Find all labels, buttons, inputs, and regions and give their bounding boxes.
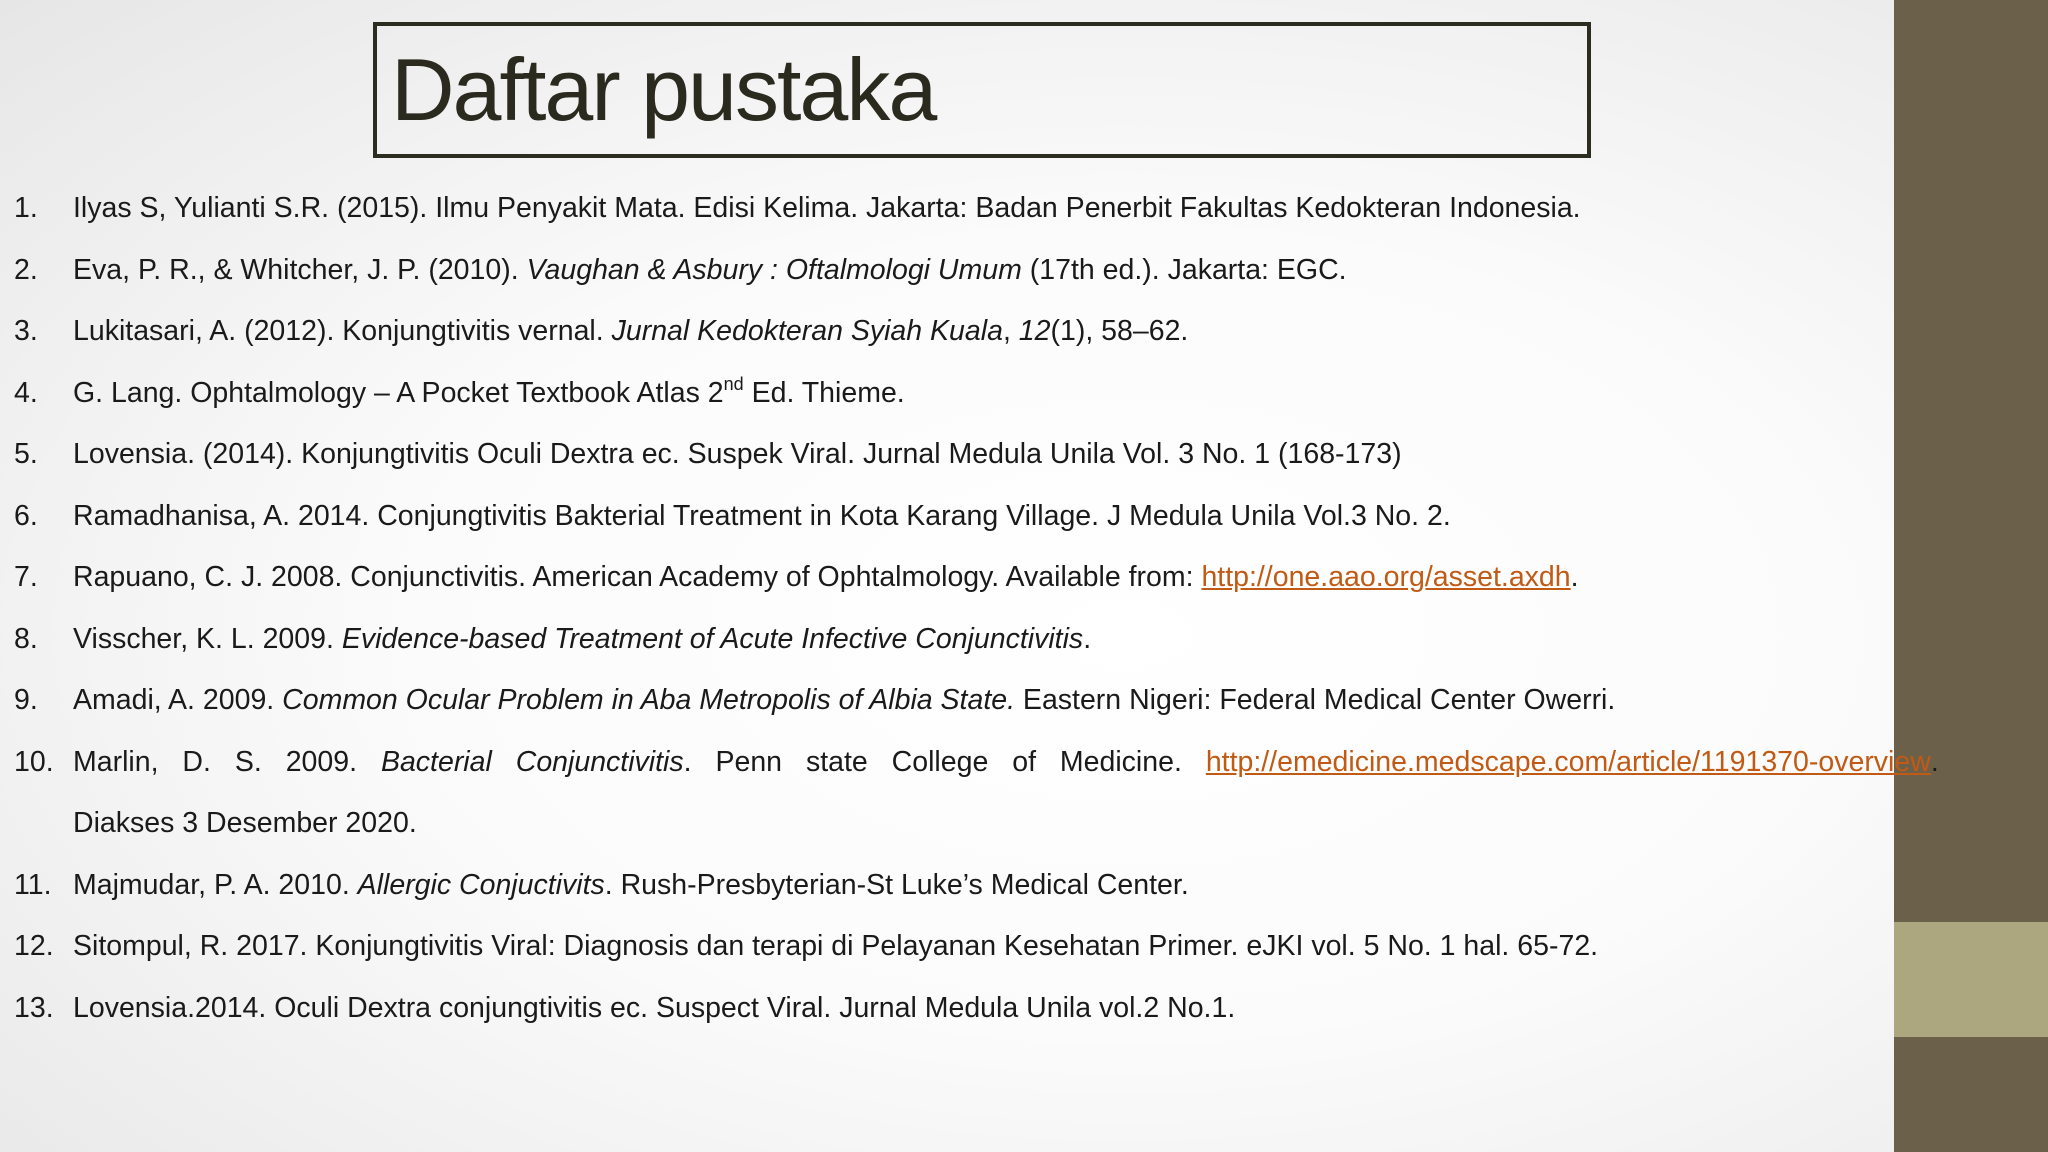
reference-text: Majmudar, P. A. 2010. Allergic Conjuctivits. Rush-Presbyterian-St Luke’s Medical Center.	[73, 868, 1189, 901]
reference-list	[0, 183, 2048, 1044]
reference-item-continuation	[0, 798, 2048, 860]
slide-title: Daftar pustaka	[391, 40, 936, 139]
reference-number: 11.	[14, 868, 52, 901]
reference-number: 13.	[14, 991, 54, 1024]
reference-number: 3.	[14, 315, 38, 347]
reference-item	[0, 675, 2048, 737]
title-box	[373, 22, 1591, 158]
reference-item	[0, 614, 2048, 676]
reference-item	[0, 983, 2048, 1045]
reference-number: 7.	[14, 561, 38, 593]
reference-text: Marlin, D. S. 2009. Bacterial Conjunctivitis. Penn state College of Medicine. http://emedicine.medscape.com/article/1191370-overview.	[73, 745, 1939, 778]
reference-link[interactable]: http://emedicine.medscape.com/article/1191370-overview	[1205, 745, 1931, 778]
reference-text: Sitompul, R. 2017. Konjungtivitis Viral: Diagnosis dan terapi di Pelayanan Kesehatan Primer. eJKI vol. 5 No. 1 hal. 65-72.	[73, 930, 1599, 962]
reference-text: Lukitasari, A. (2012). Konjungtivitis vernal. Jurnal Kedokteran Syiah Kuala, 12(1), 58–62.	[73, 315, 1189, 347]
reference-item	[0, 245, 2048, 307]
reference-text: Ilyas S, Yulianti S.R. (2015). Ilmu Penyakit Mata. Edisi Kelima. Jakarta: Badan Penerbit Fakultas Kedokteran Indonesia.	[73, 192, 1581, 224]
reference-number: 6.	[14, 499, 38, 532]
reference-number: 1.	[14, 192, 38, 224]
reference-item	[0, 921, 2048, 983]
reference-item	[0, 429, 2048, 491]
reference-item	[0, 737, 2048, 799]
reference-text: Diakses 3 Desember 2020.	[73, 807, 417, 839]
reference-number: 8.	[14, 622, 38, 655]
reference-link[interactable]: http://one.aao.org/asset.axdh	[1201, 561, 1571, 593]
reference-text: Eva, P. R., & Whitcher, J. P. (2010). Vaughan & Asbury : Oftalmologi Umum (17th ed.). Jakarta: EGC.	[73, 253, 1347, 286]
reference-item	[0, 183, 2048, 245]
reference-text: Ramadhanisa, A. 2014. Conjungtivitis Bakterial Treatment in Kota Karang Village. J Medula Unila Vol.3 No. 2.	[73, 499, 1451, 532]
reference-number: 9.	[14, 684, 38, 716]
reference-number: 12.	[14, 930, 54, 962]
reference-item	[0, 368, 2048, 430]
reference-item	[0, 552, 2048, 614]
reference-text: Lovensia.2014. Oculi Dextra conjungtivitis ec. Suspect Viral. Jurnal Medula Unila vol.2 No.1.	[73, 991, 1236, 1024]
reference-text: G. Lang. Ophtalmology – A Pocket Textbook Atlas 2nd Ed. Thieme.	[73, 373, 905, 409]
reference-text: Amadi, A. 2009. Common Ocular Problem in Aba Metropolis of Albia State. Eastern Nigeri: Federal Medical Center Owerri.	[73, 684, 1616, 716]
reference-text: Visscher, K. L. 2009. Evidence-based Treatment of Acute Infective Conjunctivitis.	[73, 622, 1092, 655]
reference-number: 10.	[14, 745, 54, 778]
reference-text: Rapuano, C. J. 2008. Conjunctivitis. American Academy of Ophtalmology. Available from: http://one.aao.org/asset.axdh.	[73, 561, 1579, 593]
reference-number: 2.	[14, 253, 38, 286]
reference-item	[0, 491, 2048, 553]
reference-item	[0, 306, 2048, 368]
reference-number: 4.	[14, 376, 38, 409]
reference-text: Lovensia. (2014). Konjungtivitis Oculi Dextra ec. Suspek Viral. Jurnal Medula Unila Vol. 3 No. 1 (168-173)	[73, 438, 1402, 470]
reference-item	[0, 860, 2048, 922]
reference-number: 5.	[14, 438, 38, 470]
